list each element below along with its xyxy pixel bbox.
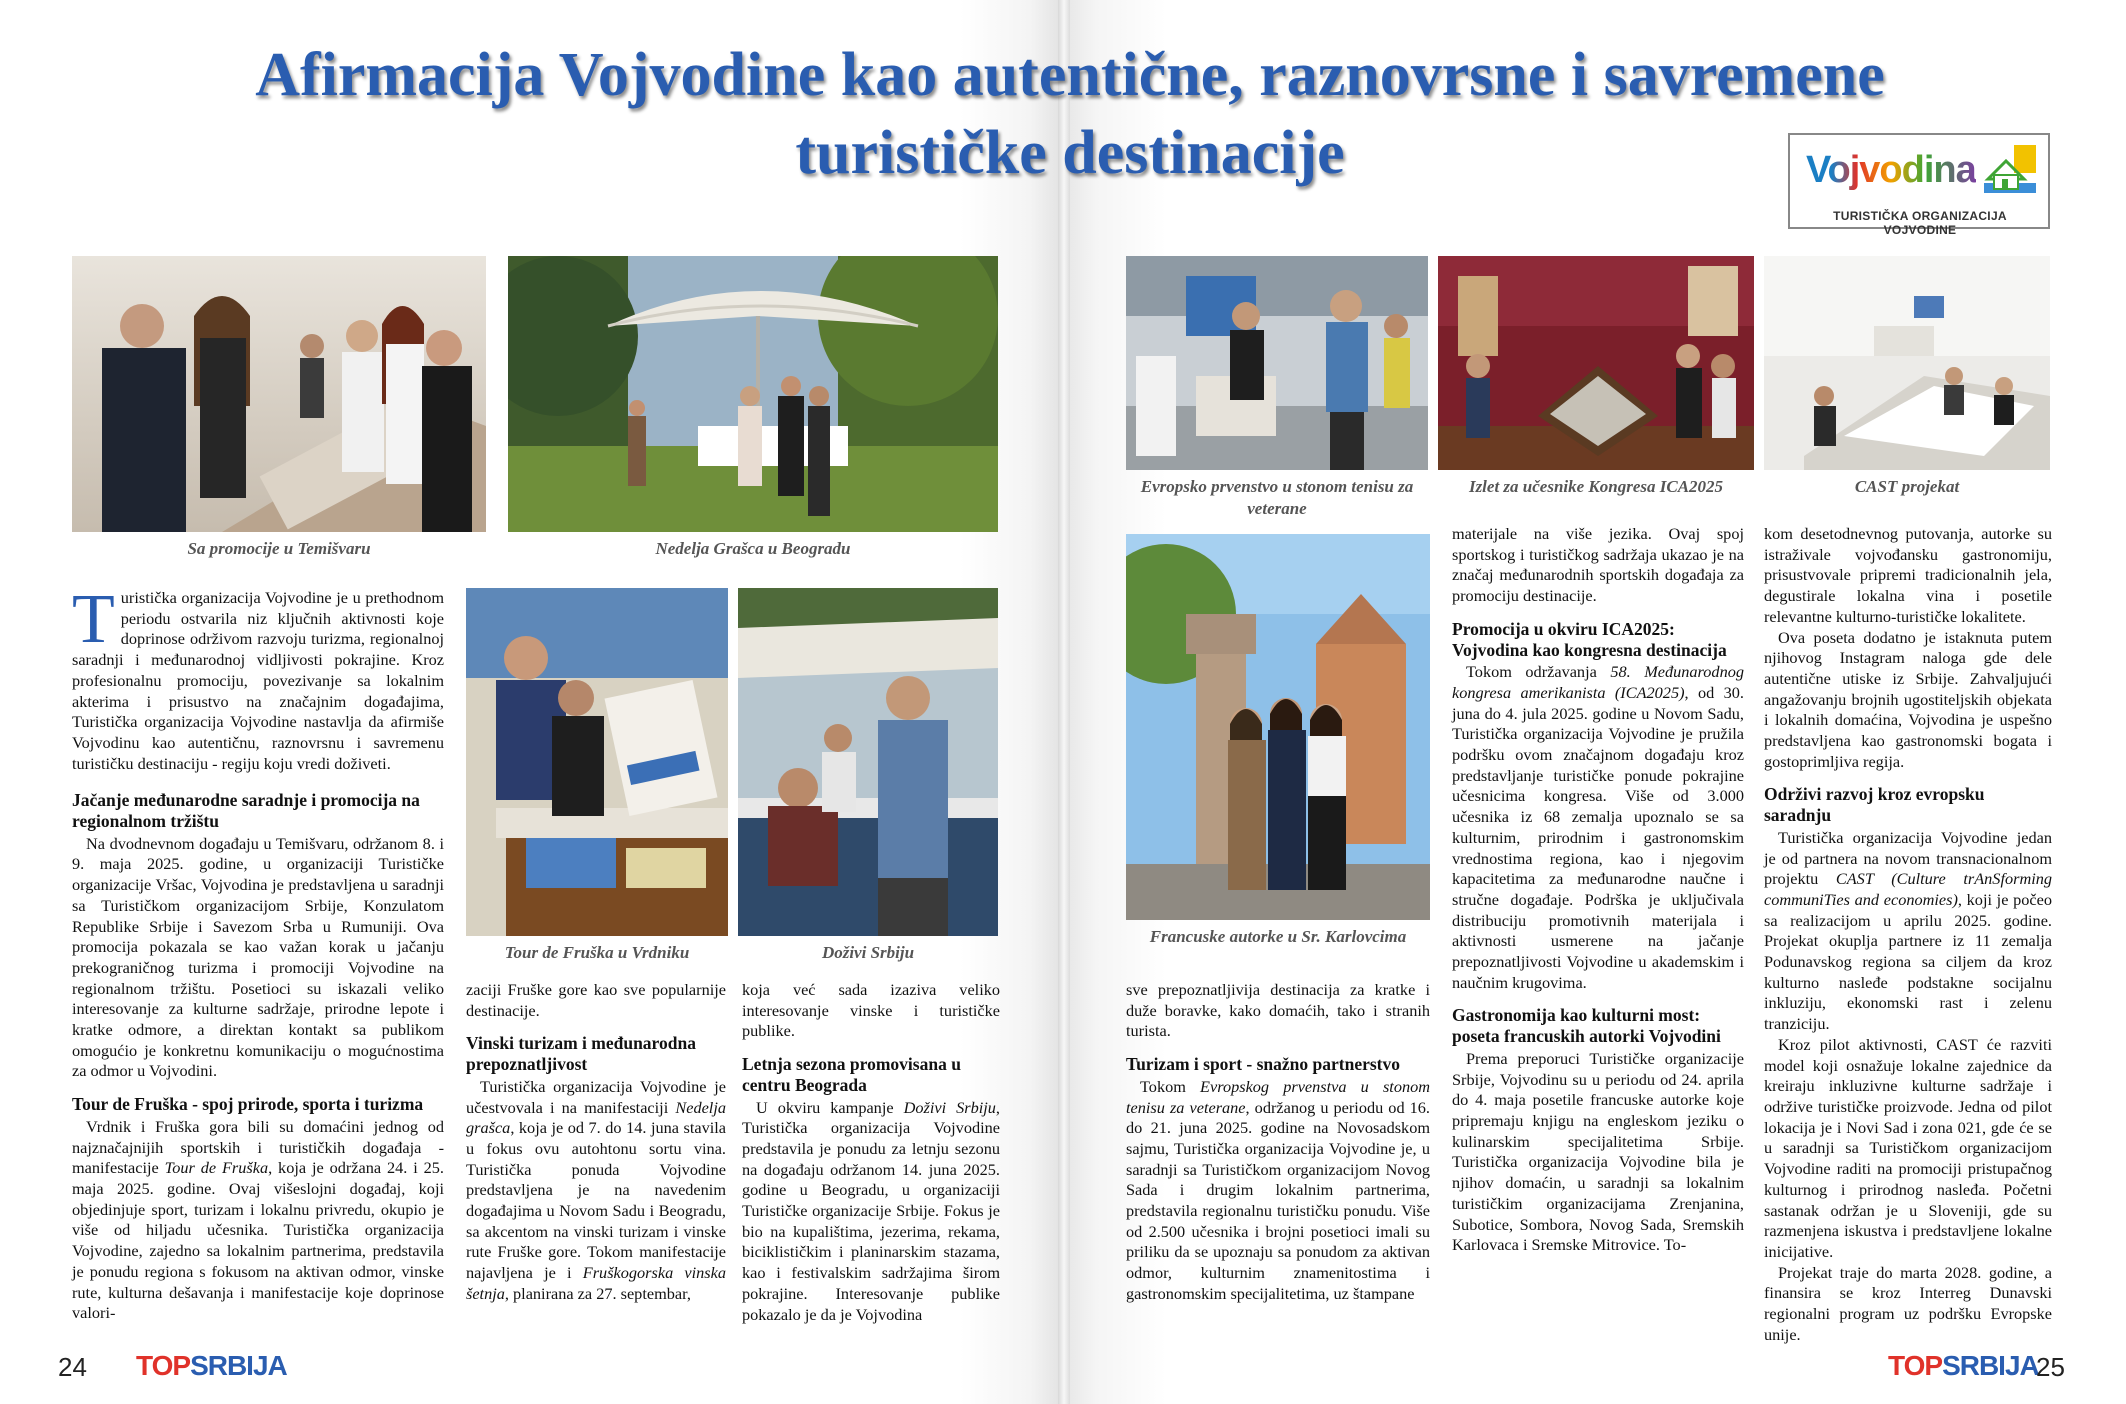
- caption-vrdnik: Tour de Fruška u Vrdniku: [504, 943, 690, 962]
- intro-paragraph: [72, 581, 444, 774]
- paragraph-cast: [1764, 828, 2052, 1035]
- photo-karlovci: [1126, 534, 1430, 920]
- logo-tagline: TURISTIČKA ORGANIZACIJA VOJVODINE: [1833, 209, 2007, 237]
- photo-vrdnik: [466, 588, 728, 936]
- heading-sustainable: Održivi razvoj kroz evropsku saradnju: [1764, 784, 1985, 826]
- text-run: , Turistička organizacija Vojvodine predstavila je ponudu za letnju sezonu na događaju održanom 14. juna 2025. godine u Beogradu, u organizaciji Turističke organizacije Srbije. Fokus je bio na kupalištima, jezerima, rekama, biciklističkim i planinarskim stazama, kao i festivalskim sadržajima širom pokrajine. Interesovanje publike pokazalo je da je Vojvodina: [742, 1097, 1000, 1324]
- paragraph-gastronomy: Prema preporuci Turističke organizacije Srbije, Vojvodinu su u periodu od 24. aprila do 4. maja posetile francuske autorke koje pripremaju knjigu na engleskom jeziku o kulinarskim specijalitetima Srbije. Turistička organizacija Vojvodine bila je njihov domaćin, u saradnji sa lokalnim turističkim organizacijama Zrenjanina, Subotice, Sombora, Novog Sada, Sremskih Karlovaca i Sremske Mitrovice. To-: [1452, 1048, 1744, 1255]
- left-col-2: [466, 980, 726, 1305]
- page-number-right: 25: [2036, 1352, 2065, 1382]
- page-gutter: [1058, 0, 1070, 1404]
- left-col-3: [742, 980, 1000, 1325]
- text-em: Evropskog prvenstva u stonom tenisu za veterane: [1126, 1076, 1430, 1117]
- paragraph-pilot: Kroz pilot aktivnosti, CAST će razviti model koji osnažuje lokalne zajednice da kreiraju inkluzivne kulturne sadržaje i održive turističke proizvode. Jedna od pilot lokacija je i Novi Sad i zona 021, gde će se u saradnji sa Turističkom organizacijom Vojvodine raditi na promociji pristupačnog kulturnog i prirodnog nasleđa. Početni sastanak održan je u Sloveniji, gde su razmenjena iskustva i predstavljene lokalne inicijative.: [1764, 1034, 2052, 1261]
- vojvodina-logo: [1788, 133, 2050, 237]
- text-em: 58. Međunarodnog kongresa amerikanista (ICA2025): [1452, 662, 1744, 702]
- heading-summer-season: Letnja sezona promovisana u centru Beograda: [742, 1054, 961, 1095]
- paragraph-wine: [466, 1077, 726, 1305]
- left-col-1: [72, 581, 444, 1324]
- brand-srbija: SRBIJA: [190, 1350, 287, 1381]
- intro-text: uristička organizacija Vojvodine je u prethodnom periodu ostvarila niz ključnih aktivnosti koje doprinose održivom razvoju turizma, regionalnoj saradnji i međunarodnoj vidljivosti pokrajine. Kroz profesionalnu promociju, povezivanje sa lokalnim akterima i prisustvo na značajnim događajima, Turistička organizacija Vojvodine nastavlja da afirmiše Vojvodinu kao autentičnu, raznovrsnu i savremenu turističku destinaciju - regiju koju vredi doživeti.: [72, 588, 444, 773]
- paragraph-continuation: sve prepoznatljivija destinacija za kratke i duže boravke, kako domaćih, tako i stranih turista.: [1126, 980, 1430, 1041]
- brand-right: [1888, 1350, 2039, 1382]
- text-em: Doživi Srbiju: [903, 1097, 996, 1117]
- paragraph-sport: [1126, 1077, 1430, 1305]
- right-col-2: [1452, 524, 1744, 1256]
- photo-temisvar: [72, 256, 486, 532]
- text-em: CAST (Culture trAnSforming communiTies and economies): [1764, 869, 2053, 909]
- text-em: Fruškogorska vinska šetnja: [466, 1263, 726, 1303]
- caption-beograd: Nedelja Grašca u Beogradu: [655, 539, 851, 558]
- photo-beograd: [508, 256, 998, 532]
- caption-temisvar: Sa promocije u Temišvaru: [187, 539, 371, 558]
- caption-dozivi: Doživi Srbiju: [821, 943, 915, 962]
- logo-wordmark: [1806, 149, 1976, 192]
- text-run: U okviru kampanje: [756, 1097, 904, 1117]
- text-run: , održanog u periodu od 16. do 21. juna 2025. godine na Novosadskom sajmu, Turistička organizacija Vojvodine je, u saradnji sa Turističkom organizacijom Novog Sada i drugim lokalnim partnerima, predstavila regionalnu turističku ponudu. Više od 2.500 učesnika i brojni posetioci imali su priliku da se upoznaju sa ponudom za aktivan odmor, kulturnim znamenitostima i gastronomskim specijalitetima, uz štampane: [1126, 1097, 1430, 1303]
- heading-ica2025: Promocija u okviru ICA2025: Vojvodina kao kongresna destinacija: [1452, 618, 1727, 660]
- caption-cast: CAST projekat: [1854, 477, 1960, 496]
- paragraph-continuation: koja već sada izaziva veliko interesovanje vinske i turističke publike.: [742, 980, 1000, 1041]
- logo-wordmark-text: Vojvodina: [1806, 149, 1976, 191]
- photo-tenis: [1126, 256, 1428, 470]
- photo-dozivi: [738, 588, 998, 936]
- paragraph-tour-de-fruska: [72, 1117, 444, 1324]
- heading-wine-tourism: Vinski turizam i međunarodna prepoznatljivost: [466, 1033, 696, 1075]
- text-run: Tokom održavanja: [1466, 662, 1611, 682]
- text-run: , planirana za 27. septembar,: [504, 1283, 691, 1303]
- text-run: , koji je počeo sa realizacijom u aprilu 2025. godine. Projekat okuplja partnere iz 11 zemalja Podunavskog regiona sa ciljem da kroz kulturno nasleđe podstakne socijalnu inkluziju, ekonomski rast i zelenu tranziciju.: [1764, 889, 2052, 1034]
- text-run: , koja je održana 24. i 25. maja 2025. godine. Ovaj višeslojni događaj, koji objedinjuje sport, turizam i lokalnu privredu, okupio je više od hiljadu učesnika. Turistička organizacija Vojvodine, zajedno sa lokalnim partnerima, predstavila je ponudu regiona s fokusom na aktivan odmor, vinske rute, kulturna dešavanja i manifestacije koje doprinose valori-: [72, 1158, 444, 1323]
- paragraph-continuation: zaciji Fruške gore kao sve popularnije destinacije.: [466, 980, 726, 1020]
- paragraph-summer: [742, 1098, 1000, 1326]
- text-run: , koja je od 7. do 14. juna stavila u fokus ovu autohtonu sortu vina. Turistička ponuda Vojvodine predstavljena je na navedenim događajima u Novom Sadu i Beogradu, sa akcentom na vinski turizam i vinske rute Fruške gore. Tokom manifestacije najavljena je i: [466, 1118, 726, 1283]
- text-run: Vrdnik i Fruška gora bili su domaćini jednog od najznačajnijih sportskih i turističkih događaja - manifestacije: [72, 1116, 444, 1178]
- photo-ica: [1438, 256, 1754, 470]
- heading-tour-de-fruska: Tour de Fruška - spoj prirode, sporta i turizma: [72, 1094, 424, 1115]
- paragraph-instagram: Ova poseta dodatno je istaknuta putem njihovog Instagram naloga gde dele autentične utiske iz Srbije. Zahvaljujući angažovanju brojnih ugostiteljskih objekata i lokalnih domaćina, Vojvodina je uspešno predstavljena kao gastronomski bogata i gostoprimljiva regija.: [1764, 627, 2052, 771]
- caption-ica: Izlet za učesnike Kongresa ICA2025: [1468, 477, 1724, 496]
- right-col-1: [1126, 980, 1430, 1305]
- paragraph-continuation: kom desetodnevnog putovanja, autorke su istraživale vojvođansku gastronomiju, prisustvovale pripremi tradicionalnih jela, degustirale lokalna vina i posetile relevantne kulturno-turističke lokalitete.: [1764, 524, 2052, 626]
- paragraph-ica2025: [1452, 662, 1744, 993]
- caption-karlovci: Francuske autorke u Sr. Karlovcima: [1149, 927, 1407, 946]
- heading-sport: Turizam i sport - snažno partnerstvo: [1126, 1054, 1401, 1075]
- house-icon: [1980, 143, 2040, 201]
- text-em: Nedelja grašca: [466, 1097, 726, 1138]
- right-col-3: [1764, 524, 2052, 1345]
- drop-cap: T: [72, 581, 115, 658]
- title-line-2: turističke destinacije: [795, 119, 1345, 187]
- photo-cast: [1764, 256, 2050, 470]
- brand-srbija: SRBIJA: [1942, 1350, 2039, 1381]
- text-em: Tour de Fruška: [164, 1158, 269, 1178]
- text-run: Turistička organizacija Vojvodine je učestvovala i na manifestaciji: [466, 1076, 726, 1117]
- text-run: Tokom: [1140, 1076, 1201, 1096]
- caption-tenis: Evropsko prvenstvo u stonom tenisu za veterane: [1140, 477, 1414, 518]
- title-line-1: Afirmacija Vojvodine kao autentične, raznovrsne i savremene: [255, 41, 1885, 109]
- paragraph-continuation: materijale na više jezika. Ovaj spoj sportskog i turističkog sadržaja ukazao je na značaj međunarodnih sportskih događaja za promociju destinacije.: [1452, 524, 1744, 606]
- paragraph-temisvar: Na dvodnevnom događaju u Temišvaru, održanom 8. i 9. maja 2025. godine, u organizaciji Turističke organizacije Vršac, Vojvodina je predstavljena u saradnji sa Turističkom organizacijom Srbije, Konzulatom Republike Srbije i Savezom Srba u Rumuniji. Ova promocija pokazala se kao važan korak u jačanju prekograničnog turizma i promociji Vojvodine na regionalnom tržištu. Posetioci su iskazali veliko interesovanje za kulturne sadržaje, prirodne lepote i kratke odmore, a direktan kontakt sa publikom omogućio je konkretnu komunikaciju o mogućnostima za odmor u Vojvodini.: [72, 833, 444, 1081]
- text-run: Turistička organizacija Vojvodine jedan je od partnera na novom transnacionalnom projektu: [1764, 827, 2052, 889]
- heading-gastronomy: Gastronomija kao kulturni most: poseta francuskih autorki Vojvodini: [1452, 1005, 1721, 1047]
- brand-left: [136, 1350, 287, 1382]
- article-title: [60, 36, 2080, 192]
- heading-regional: Jačanje međunarodne saradnje i promocija na regionalnom tržištu: [72, 790, 420, 832]
- brand-top: TOP: [136, 1350, 191, 1381]
- paragraph-funding: Projekat traje do marta 2028. godine, a finansira se kroz Interreg Dunavski regionalni program uz podršku Evropske unije.: [1764, 1262, 2052, 1344]
- text-run: , od 30. juna do 4. jula 2025. godine u Novom Sadu, Turistička organizacija Vojvodine je pružila podršku ovom značajnom događaju kroz predstavljanje turističke ponude pokrajine učesnicima kongresa. Više od 3.000 učesnika iz 68 zemalja upoznalo se sa kulturnim, prirodnim i gastronomskim vrednostima regiona, kao i njegovim kapacitetima za međunarodne naučne i stručne događaje. Podrška je uključivala distribuciju promotivnih materijala i aktivnosti usmerene na jačanje prepoznatljivosti Vojvodine u akademskim i naučnim krugovima.: [1452, 682, 1744, 992]
- brand-top: TOP: [1888, 1350, 1943, 1381]
- page-number-left: 24: [58, 1352, 87, 1382]
